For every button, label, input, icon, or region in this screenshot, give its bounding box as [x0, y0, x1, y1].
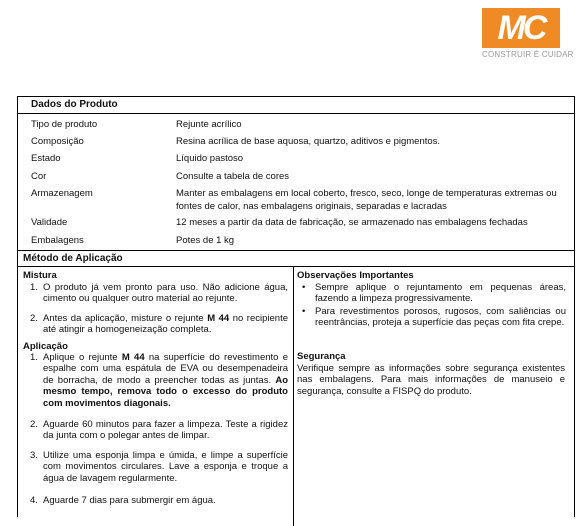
method-title: Método de Aplicação	[23, 253, 123, 264]
product-data-title: Dados do Produto	[31, 99, 118, 110]
mixing-title: Mistura	[23, 270, 57, 281]
row-label: Embalagens	[31, 235, 84, 246]
method-header	[18, 250, 574, 267]
step-number: 3.	[30, 450, 38, 461]
step-text: O produto já vem pronto para uso. Não adicione água, cimento ou qualquer outro material ao rejunte.	[43, 282, 288, 305]
logo-mark	[482, 8, 560, 48]
row-value: Rejunte acrílico	[176, 119, 242, 130]
bullet-text: Para revestimentos porosos, rugosos, com saliências ou reentrâncias, proteja a superfície das peças com fita crepe.	[315, 306, 566, 329]
row-label: Tipo de produto	[31, 119, 98, 130]
step-text: Aplique o rejunte M 44 na superfície do revestimento e espalhe com uma espátula de EVA ou desempenadeira de borracha, de modo a preencher todas as juntas. Ao mesmo tempo, remova todo o excesso do produto com movimentos diagonais.	[43, 352, 288, 409]
bullet-dot: •	[302, 306, 306, 317]
row-value: Potes de 1 kg	[176, 235, 235, 246]
application-title: Aplicação	[23, 341, 68, 352]
safety-title: Segurança	[297, 351, 346, 362]
notes-title: Observações Importantes	[297, 270, 414, 281]
row-value: Consulte a tabela de cores	[176, 171, 290, 182]
safety-text: Verifique sempre as informações sobre segurança existentes nas embalagens. Para mais informações de manuseio e segurança, consulte a FISPQ do produto.	[297, 363, 565, 397]
brand-logo	[482, 8, 574, 59]
product-data-header	[18, 97, 574, 114]
row-label: Estado	[31, 153, 61, 164]
logo-mark-text: MC	[497, 9, 545, 47]
logo-tagline: CONSTRUIR É CUIDAR	[482, 50, 574, 59]
row-label: Composição	[31, 136, 84, 147]
row-label: Validade	[31, 217, 68, 228]
step-text: Utilize uma esponja limpa e úmida, e limpe a superfície com movimentos circulares. Lave a esponja e troque a água de lavagem regularmente.	[43, 450, 288, 484]
row-label: Armazenagem	[31, 188, 93, 199]
step-text: Aguarde 60 minutos para fazer a limpeza. Teste a rigidez da junta com o polegar antes de limpar.	[43, 419, 288, 442]
step-number: 2.	[30, 419, 38, 430]
row-value: Manter as embalagens em local coberto, fresco, seco, longe de temperaturas extremas ou fontes de calor, nas embalagens originais, separadas e lacradas	[176, 188, 557, 212]
column-divider	[293, 266, 294, 526]
row-value: Líquido pastoso	[176, 153, 244, 164]
row-label: Cor	[31, 171, 47, 182]
product-datasheet	[17, 96, 575, 517]
step-text: Aguarde 7 dias para submergir em água.	[43, 495, 216, 506]
step-number: 2.	[30, 313, 38, 324]
step-number: 1.	[30, 282, 38, 293]
bullet-text: Sempre aplique o rejuntamento em pequenas áreas, fazendo a limpeza progressivamente.	[315, 282, 566, 305]
step-number: 4.	[30, 495, 38, 506]
row-value: 12 meses a partir da data de fabricação, se armazenado nas embalagens fechadas	[176, 217, 528, 228]
bullet-dot: •	[302, 282, 306, 293]
step-number: 1.	[30, 352, 38, 363]
row-value: Resina acrílica de base aquosa, quartzo, aditivos e pigmentos.	[176, 136, 441, 147]
step-text: Antes da aplicação, misture o rejunte M 44 no recipiente até atingir a homogeneização completa.	[43, 313, 288, 336]
